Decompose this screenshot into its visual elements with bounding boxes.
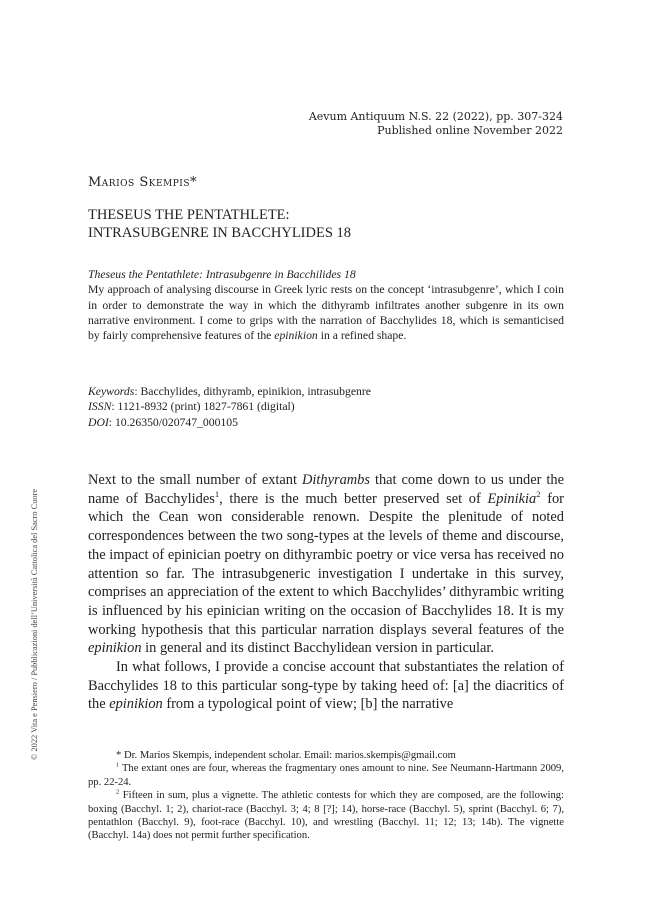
keywords-line bbox=[88, 384, 371, 399]
p1-text-e: in general and its distinct Bacchylidean version in particular. bbox=[141, 640, 495, 657]
keywords-value: : Bacchylides, dithyramb, epinikion, intrasubgenre bbox=[134, 385, 371, 398]
keywords-label: Keywords bbox=[88, 385, 135, 398]
footnote-author: * Dr. Marios Skempis, independent scholar. Email: marios.skempis@gmail.com bbox=[116, 750, 456, 761]
footnote-1-text: The extant ones are four, whereas the fragmentary ones amount to nine. See Neumann-Hartmann 2009, pp. 22-24. bbox=[88, 763, 564, 788]
footnote-2-text: Fifteen in sum, plus a vignette. The athletic contests for which they are composed, are the following: boxing (Bacchyl. 1; 2), chariot-race (Bacchyl. 3; 4; 8 [?]; 14), horse-race (Bacchyl. 5), sprint (Bacchyl. 6; 7), pentathlon (Bacchyl. 9), foot-race (Bacchyl. 10), and wrestling (Bacchyl. 11; 12; 13; 14b). The vignette (Bacchyl. 14a) does not permit further specification. bbox=[88, 790, 564, 842]
abstract-text-end: in a refined shape. bbox=[317, 329, 407, 343]
copyright-sidenote: © 2022 Vita e Pensiero / Pubblicazioni dell’Università Cattolica del Sacro Cuore bbox=[30, 488, 39, 760]
p1-text-a: Next to the small number of extant bbox=[88, 472, 302, 488]
p1-text-d: for which the Cean won considerable renown. Despite the plenitude of noted correspondences between the two song-types at the levels of theme and discourse, the impact of epinician poetry on dithyrambic poetry or vice versa has received no attention so far. The intrasubgeneric investigation I undertake in this survey, comprises an appreciation of the extent to which Bacchylides’ dithyrambic writing is influenced by his epinician writing on the occasion of Bacchylides 18. It is my working hypothesis that this particular narration displays several features of the bbox=[88, 490, 564, 638]
footnote-2-number: 2 bbox=[116, 788, 120, 796]
footnote-1-number: 1 bbox=[116, 761, 120, 769]
p2-emphasis-epinikion: epinikion bbox=[109, 696, 163, 713]
doi-line bbox=[88, 415, 371, 430]
journal-citation: Aevum Antiquum N.S. 22 (2022), pp. 307-324 bbox=[308, 110, 563, 123]
article-title bbox=[88, 206, 568, 242]
p1-emphasis-dithyrambs: Dithyrambs bbox=[302, 472, 370, 488]
body-text bbox=[88, 471, 564, 714]
abstract-emphasis: epinikion bbox=[274, 329, 318, 343]
abstract bbox=[88, 267, 564, 343]
article-metadata bbox=[88, 384, 371, 430]
issn-value: : 1121-8932 (print) 1827-7861 (digital) bbox=[111, 400, 295, 414]
footnote-ref-2[interactable]: 2 bbox=[536, 488, 541, 499]
issn-label: ISSN bbox=[88, 400, 112, 414]
p2-text-b: from a typological point of view; [b] the narrative bbox=[162, 696, 454, 713]
paragraph-1 bbox=[88, 471, 564, 658]
abstract-title: Theseus the Pentathlete: Intrasubgenre in Bacchilides 18 bbox=[88, 268, 356, 281]
publication-date: Published online November 2022 bbox=[377, 124, 563, 137]
footnote-2 bbox=[88, 789, 564, 843]
p2-text-a: In what follows, I provide a concise account that substantiates the relation of Bacchylides 18 to this particular song-type by taking heed of: [a] the diacritics of the bbox=[88, 659, 564, 713]
title-line-1: THESEUS THE PENTATHLETE: bbox=[88, 207, 290, 223]
footnote-ref-1[interactable]: 1 bbox=[214, 488, 220, 499]
p1-emphasis-epinikia: Epinikia bbox=[487, 490, 537, 507]
journal-header bbox=[309, 110, 563, 138]
p1-text-b: that come down to us under the name of Bacchylides bbox=[88, 472, 564, 507]
p1-emphasis-epinikion: epinikion bbox=[88, 640, 142, 657]
doi-value: : 10.26350/020747_000105 bbox=[108, 415, 238, 429]
paragraph-2 bbox=[88, 658, 564, 714]
footnote-1 bbox=[88, 762, 564, 789]
p1-text-c: , there is the much better preserved set of bbox=[219, 490, 488, 507]
abstract-text: My approach of analysing discourse in Greek lyric rests on the concept ‘intrasubgenre’, which I coin in order to demonstrate the way in which the dithyramb infiltrates another subgenre in its own narrative environment. I come to grips with the narration of Bacchylides 18, which is semanticised by fairly comprehensive features of the bbox=[88, 283, 564, 343]
footnotes bbox=[88, 749, 564, 843]
issn-line bbox=[88, 399, 371, 414]
title-line-2: INTRASUBGENRE IN BACCHYLIDES 18 bbox=[88, 225, 352, 241]
doi-label: DOI bbox=[88, 415, 109, 429]
author-name: Marios Skempis* bbox=[88, 175, 198, 190]
